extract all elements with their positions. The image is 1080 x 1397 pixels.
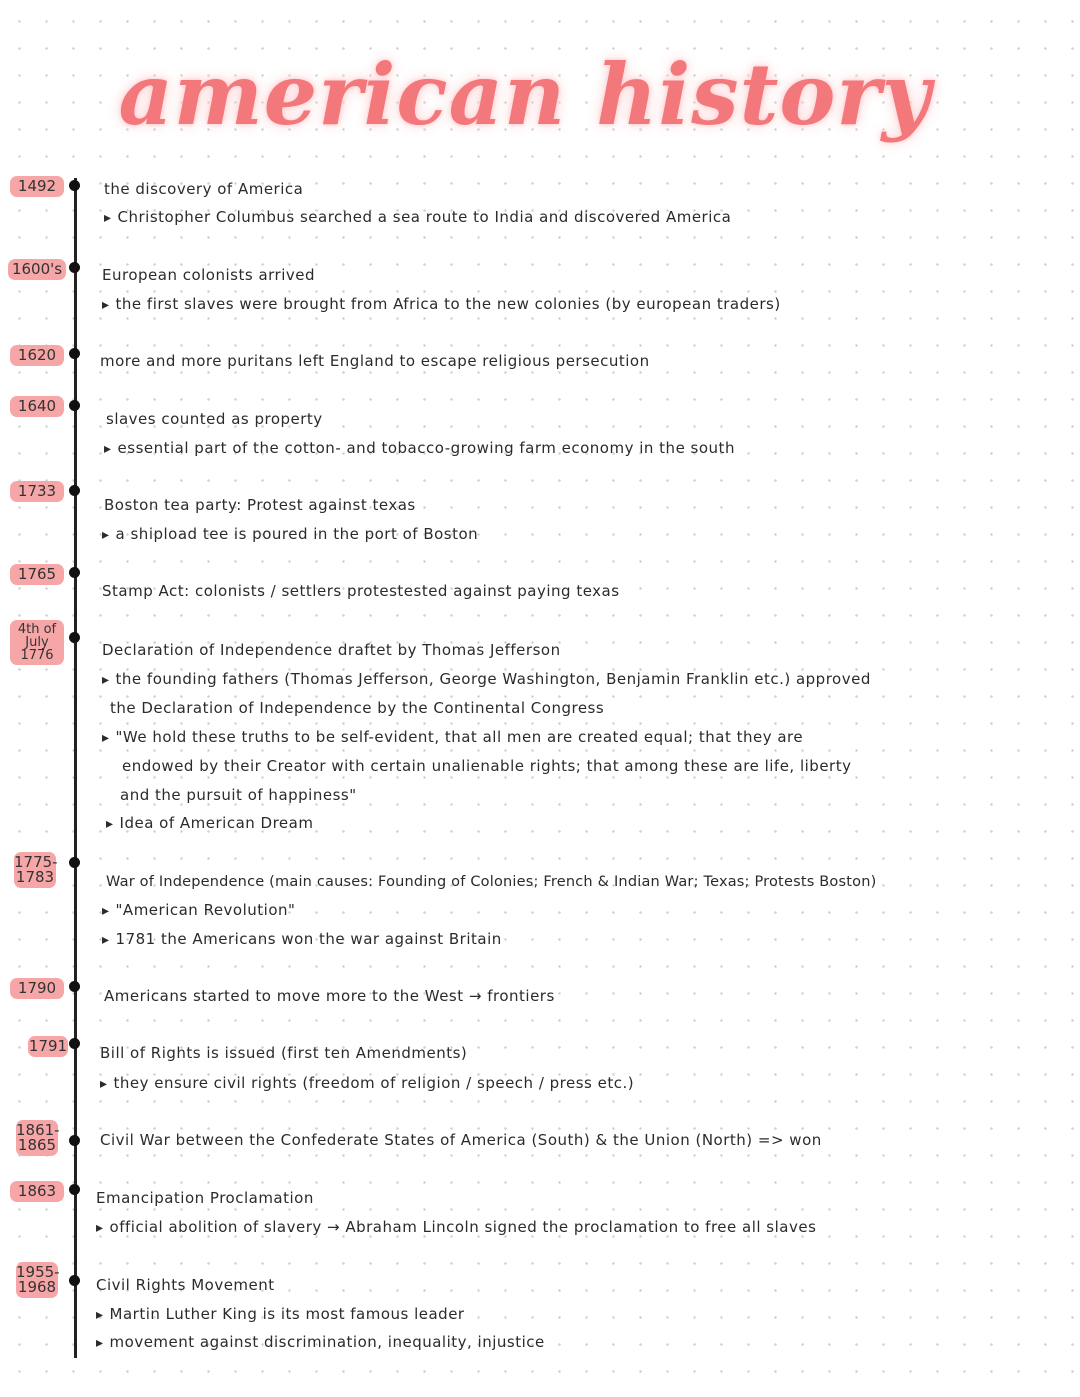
- date-badge: 1733: [10, 481, 64, 502]
- event-detail: ▸ "We hold these truths to be self-evident, that all men are created equal; that they are: [102, 727, 803, 748]
- event-heading: Bill of Rights is issued (first ten Amendments): [100, 1044, 468, 1062]
- date-badge: 1791: [28, 1037, 68, 1055]
- event-detail: ▸ the first slaves were brought from Africa to the new colonies (by european traders): [102, 294, 781, 315]
- event-detail: ▸ 1781 the Americans won the war against Britain: [102, 929, 502, 950]
- event-detail: ▸ a shipload tee is poured in the port of Boston: [102, 524, 478, 545]
- timeline-dot: [69, 1275, 80, 1286]
- event-detail: ▸ essential part of the cotton- and tobacco-growing farm economy in the south: [104, 438, 735, 459]
- event-heading: Stamp Act: colonists / settlers protestested against paying texas: [102, 582, 620, 600]
- page-title: american history: [118, 45, 932, 144]
- event-heading: the discovery of America: [104, 180, 304, 198]
- event-heading: European colonists arrived: [102, 266, 315, 284]
- event-detail: and the pursuit of happiness": [120, 786, 357, 804]
- date-badge: 1863: [10, 1181, 64, 1202]
- date-badge: 1640: [10, 396, 64, 417]
- event-detail: the Declaration of Independence by the Continental Congress: [110, 699, 605, 717]
- event-detail: ▸ official abolition of slavery → Abraham Lincoln signed the proclamation to free all slaves: [96, 1217, 816, 1238]
- date-badge: 4th of July 1776: [10, 620, 64, 665]
- event-detail: ▸ Martin Luther King is its most famous leader: [96, 1304, 465, 1325]
- timeline-dot: [69, 262, 80, 273]
- event-detail: ▸ movement against discrimination, inequality, injustice: [96, 1332, 545, 1353]
- event-heading: Boston tea party: Protest against texas: [104, 496, 416, 514]
- date-badge: 1765: [10, 564, 64, 585]
- timeline-dot: [69, 485, 80, 496]
- event-heading: Americans started to move more to the West → frontiers: [104, 987, 555, 1005]
- date-badge: 1492: [10, 176, 64, 197]
- event-heading: slaves counted as property: [106, 410, 323, 428]
- timeline-dot: [69, 1038, 80, 1049]
- timeline-dot: [69, 632, 80, 643]
- timeline-dot: [69, 981, 80, 992]
- timeline-dot: [69, 1135, 80, 1146]
- event-detail: ▸ "American Revolution": [102, 900, 295, 921]
- timeline-dot: [69, 180, 80, 191]
- date-badge: 1600's: [8, 259, 66, 280]
- event-heading: Civil War between the Confederate States of America (South) & the Union (North) => won: [100, 1131, 822, 1149]
- date-badge: 1955- 1968: [16, 1263, 60, 1296]
- event-detail: endowed by their Creator with certain unalienable rights; that among these are life, liberty: [122, 757, 852, 775]
- event-detail: ▸ the founding fathers (Thomas Jefferson, George Washington, Benjamin Franklin etc.) approved: [102, 669, 871, 690]
- event-detail: ▸ Christopher Columbus searched a sea route to India and discovered America: [104, 207, 731, 228]
- event-heading: Emancipation Proclamation: [96, 1189, 314, 1207]
- event-heading: more and more puritans left England to escape religious persecution: [100, 352, 650, 370]
- date-badge: 1790: [10, 978, 64, 999]
- event-heading: War of Independence (main causes: Founding of Colonies; French & Indian War; Texas; Protests Boston): [106, 874, 877, 890]
- date-badge: 1620: [10, 345, 64, 366]
- event-heading: Declaration of Independence draftet by Thomas Jefferson: [102, 641, 561, 659]
- timeline-dot: [69, 1184, 80, 1195]
- timeline-dot: [69, 400, 80, 411]
- timeline-dot: [69, 348, 80, 359]
- timeline-dot: [69, 567, 80, 578]
- date-badge: 1775- 1783: [14, 853, 58, 886]
- date-badge: 1861- 1865: [16, 1121, 60, 1154]
- event-detail: ▸ Idea of American Dream: [106, 813, 313, 834]
- event-heading: Civil Rights Movement: [96, 1276, 275, 1294]
- event-detail: ▸ they ensure civil rights (freedom of religion / speech / press etc.): [100, 1073, 634, 1094]
- timeline-dot: [69, 857, 80, 868]
